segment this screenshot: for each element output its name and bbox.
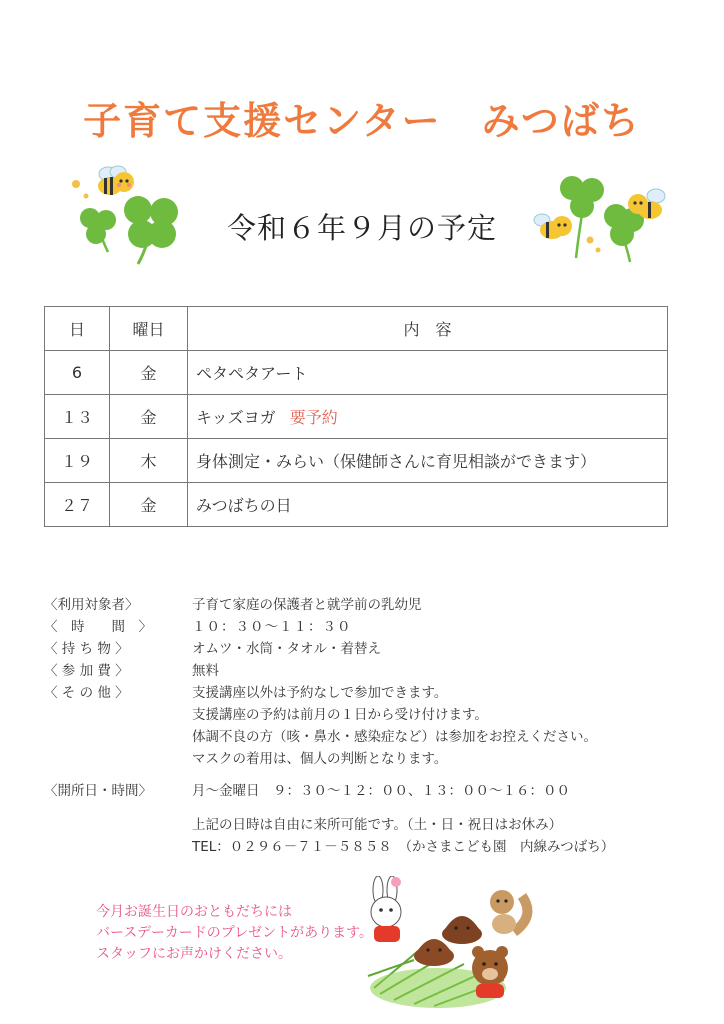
- fee-label: 〈 参 加 費 〉: [44, 663, 129, 679]
- target-value: 子育て家庭の保護者と就学前の乳幼児: [192, 597, 422, 613]
- row-weekday: 金: [110, 351, 188, 395]
- items-value: オムツ・水筒・タオル・着替え: [192, 641, 381, 657]
- chestnut-animals-icon: [354, 876, 534, 1010]
- other-label: 〈 そ の 他 〉: [44, 685, 129, 701]
- event-name: ペタペタアート: [196, 364, 308, 383]
- row-weekday: 金: [110, 483, 188, 527]
- table-row: [45, 483, 668, 527]
- reservation-required-badge: 要予約: [289, 408, 338, 427]
- birthday-note-line: バースデーカードのプレゼントがあります。: [96, 925, 374, 941]
- row-day: １３: [45, 395, 110, 439]
- clover-bee-right-icon: [532, 170, 672, 270]
- header-day: 日: [45, 307, 110, 351]
- other-line: マスクの着用は、個人の判断となります。: [192, 751, 448, 767]
- table-row: [45, 395, 668, 439]
- row-day: １９: [45, 439, 110, 483]
- items-label: 〈 持 ち 物 〉: [44, 641, 129, 657]
- table-row: [45, 351, 668, 395]
- schedule-table: [44, 306, 668, 527]
- table-row: [45, 439, 668, 483]
- row-content: [188, 483, 668, 527]
- row-content: [188, 351, 668, 395]
- row-content: [188, 439, 668, 483]
- time-label: 〈 時 間 〉: [44, 619, 152, 635]
- row-content: [188, 395, 668, 439]
- free-visit-note: 上記の日時は自由に来所可能です。（土・日・祝日はお休み）: [192, 817, 563, 833]
- row-day: ２７: [45, 483, 110, 527]
- birthday-note-line: 今月お誕生日のおともだちには: [96, 904, 292, 920]
- row-day: 6: [45, 351, 110, 395]
- info-section: [44, 594, 684, 874]
- row-weekday: 金: [110, 395, 188, 439]
- open-value: 月～金曜日 ９：３０～１２：００、１３：００～１６：００: [192, 783, 570, 799]
- table-header-row: [45, 307, 668, 351]
- birthday-note-line: スタッフにお声かけください。: [96, 946, 292, 962]
- other-line: 体調不良の方（咳・鼻水・感染症など）は参加をお控えください。: [192, 729, 597, 745]
- header-content: 内 容: [188, 307, 668, 351]
- other-line: 支援講座以外は予約なしで参加できます。: [192, 685, 448, 701]
- event-name: キッズヨガ: [196, 408, 276, 427]
- page-title: 子育て支援センター みつばち: [83, 99, 641, 143]
- event-name: 身体測定・みらい（保健師さんに育児相談ができます）: [196, 452, 597, 471]
- open-label: 〈開所日・時間〉: [44, 783, 152, 799]
- event-name: みつばちの日: [196, 496, 292, 515]
- birthday-note: [96, 902, 373, 965]
- fee-value: 無料: [192, 663, 219, 679]
- target-label: 〈利用対象者〉: [44, 597, 139, 613]
- schedule-heading: 令和６年９月の予定: [226, 211, 497, 245]
- row-weekday: 木: [110, 439, 188, 483]
- telephone: TEL：０２９６－７１－５８５８ （かさまこども園 内線みつばち）: [192, 839, 615, 855]
- time-value: １０：３０～１１：３０: [192, 619, 352, 635]
- other-line: 支援講座の予約は前月の１日から受け付けます。: [192, 707, 488, 723]
- header-weekday: 曜日: [110, 307, 188, 351]
